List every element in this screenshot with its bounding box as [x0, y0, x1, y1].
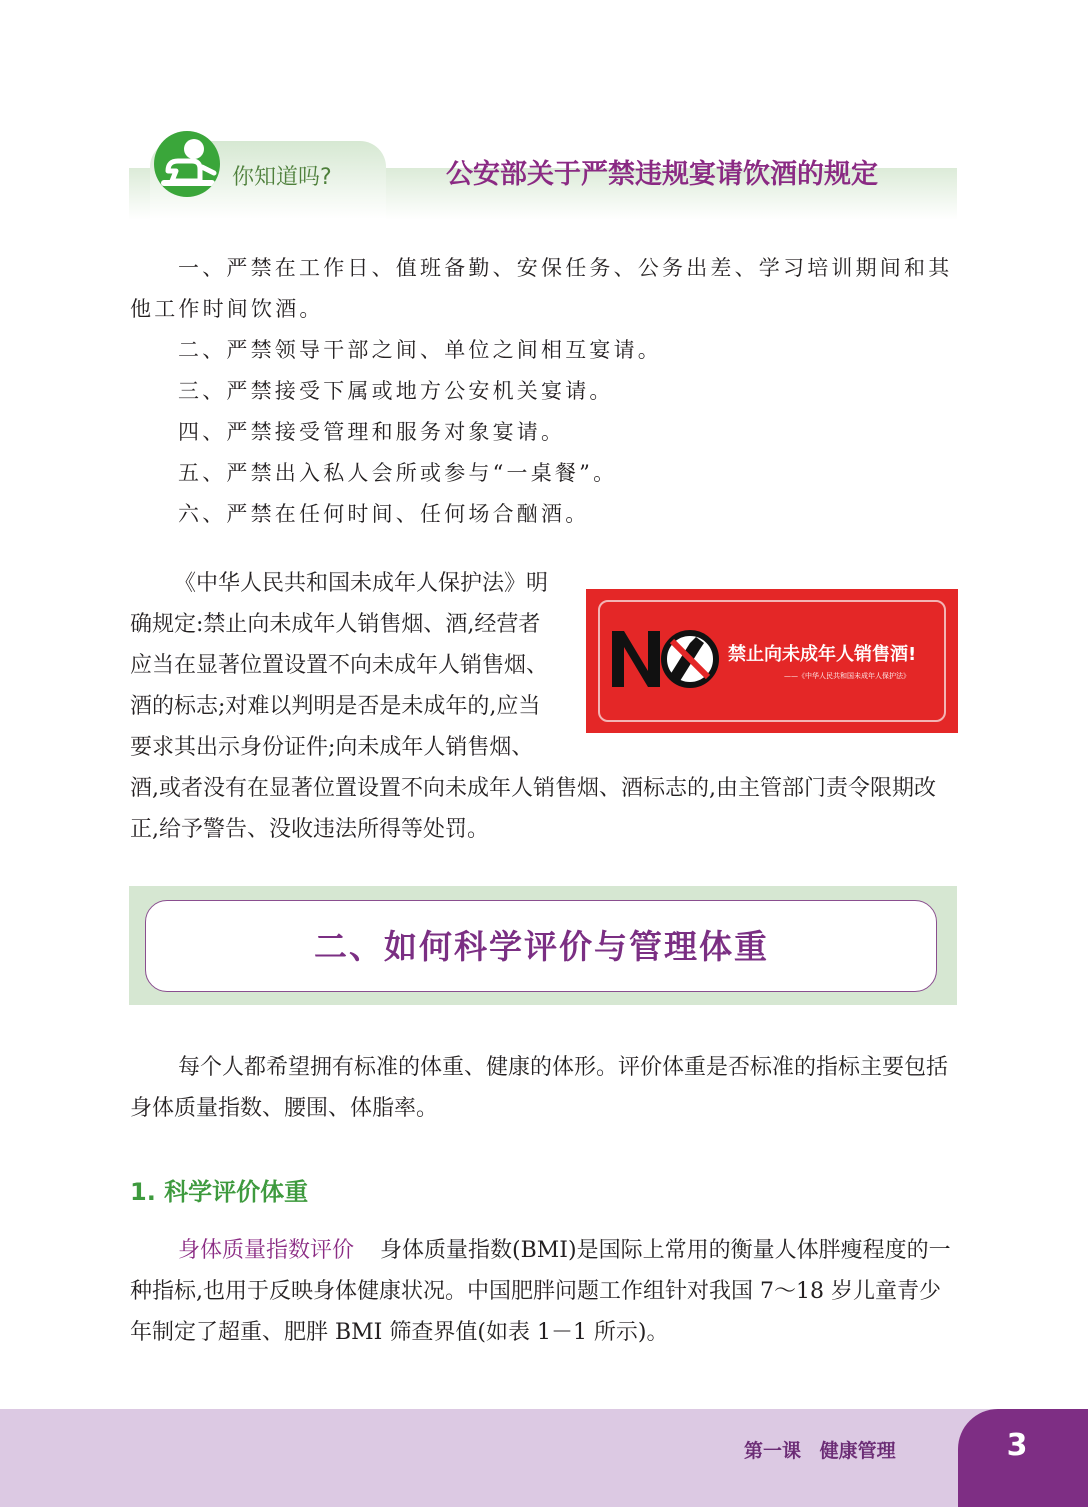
chapter-label: 第一课 健康管理	[744, 1440, 896, 1462]
section-title: 二、如何科学评价与管理体重	[314, 927, 769, 966]
rule-item: 三、严禁接受下属或地方公安机关宴请。	[178, 379, 614, 403]
subsection-heading: 1. 科学评价体重	[130, 1178, 309, 1206]
no-alcohol-sign	[586, 589, 958, 733]
footer-band	[0, 1409, 1088, 1507]
page-number: 3	[1006, 1428, 1028, 1463]
rule-item: 四、严禁接受管理和服务对象宴请。	[178, 420, 566, 444]
did-you-know-label: 你知道吗?	[232, 165, 332, 190]
rule-item: 一、严禁在工作日、值班备勤、安保任务、公务出差、学习培训期间和其他工作时间饮酒。	[130, 256, 953, 321]
bmi-text: 身体质量指数(BMI)是国际上常用的衡量人体胖瘦程度的一种指标,也用于反映身体健康状况。中国肥胖问题工作组针对我国 7～18 岁儿童青少年制定了超重、肥胖 BMI 筛查界值(如表 1－1 所示)。	[130, 1238, 951, 1345]
sign-source-text: ——《中华人民共和国未成年人保护法》	[784, 672, 910, 680]
law-paragraph-text: 《中华人民共和国未成年人保护法》明确规定:禁止向未成年人销售烟、酒,经营者应当在显著位置设置不向未成年人销售烟、酒的标志;对难以判明是否是未成年的,应当要求其出示身份证件;向未成年人销售烟、酒,或者没有在显著位置设置不向未成年人销售烟、酒标志的,由主管部门责令限期改正,给予警告、没收违法所得等处罚。	[130, 571, 936, 842]
rule-item: 六、严禁在任何时间、任何场合酗酒。	[178, 502, 590, 526]
sign-main-text: 禁止向未成年人销售酒!	[728, 644, 917, 665]
rule-item: 二、严禁领导干部之间、单位之间相互宴请。	[178, 338, 662, 362]
rule-item: 五、严禁出入私人会所或参与“一桌餐”。	[178, 461, 618, 485]
rules-list	[130, 248, 958, 535]
bmi-term: 身体质量指数评价	[178, 1238, 355, 1263]
bmi-paragraph	[130, 1230, 960, 1353]
no-bottle-icon	[608, 627, 720, 691]
person-at-desk-icon	[154, 131, 220, 197]
intro-paragraph: 每个人都希望拥有标准的体重、健康的体形。评价体重是否标准的指标主要包括身体质量指数、腰围、体脂率。	[130, 1055, 949, 1121]
did-you-know-title: 公安部关于严禁违规宴请饮酒的规定	[446, 159, 878, 190]
